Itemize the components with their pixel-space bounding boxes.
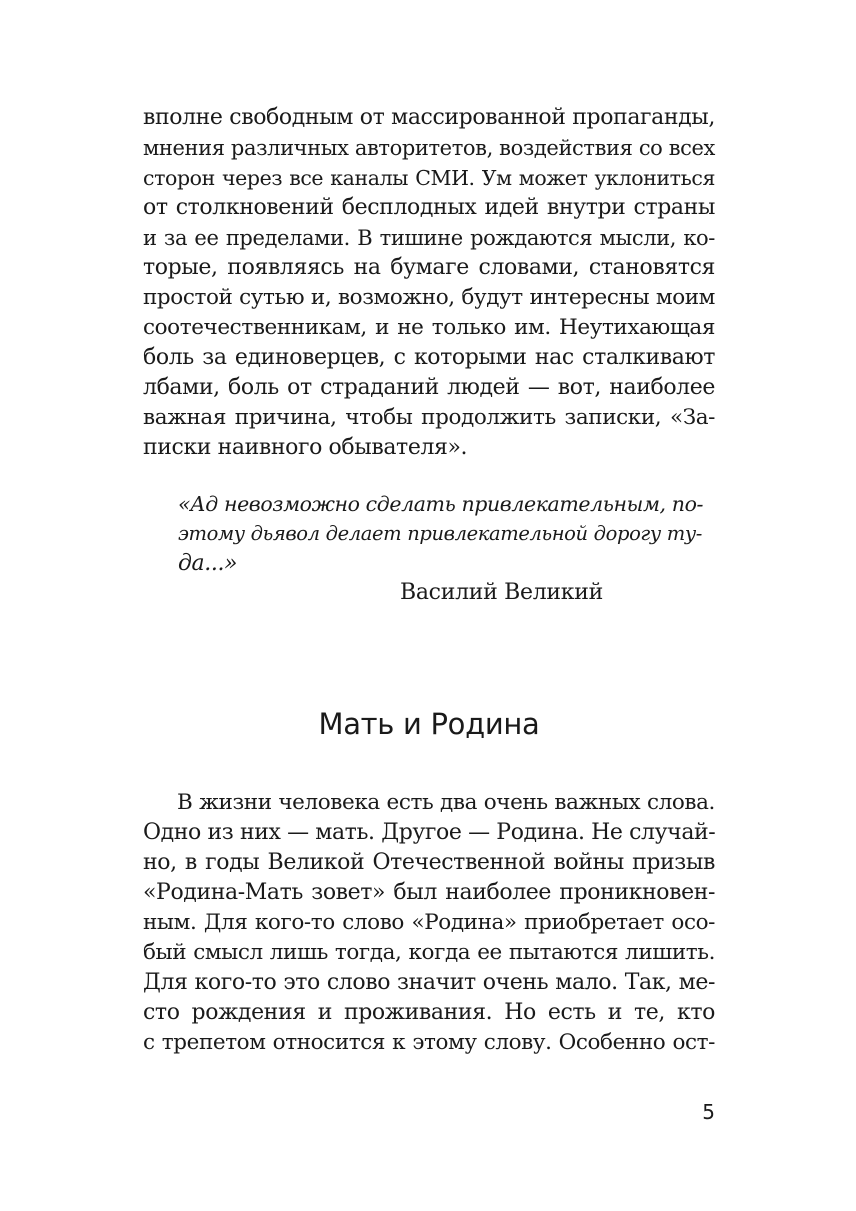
- text-line: лбами, боль от страданий людей — вот, наиболее: [143, 375, 715, 400]
- section-heading: Мать и Родина: [318, 707, 540, 741]
- text-line: торые, появляясь на бумаге словами, становятся: [143, 255, 715, 280]
- text-line: соотечественникам, и не только им. Неутихающая: [143, 315, 715, 340]
- text-line: но, в годы Великой Отечественной войны призыв: [143, 850, 715, 875]
- text-line: писки наивного обывателя».: [143, 435, 468, 460]
- text-line: важная причина, чтобы продолжить записки, «За-: [143, 405, 715, 430]
- quote-line: «Ад невозможно сделать привлекательным, по-: [178, 492, 704, 516]
- epigraph-quote: [178, 489, 702, 579]
- text-line: бый смысл лишь тогда, когда ее пытаются лишить.: [143, 940, 715, 965]
- quote-line: да...»: [178, 551, 238, 576]
- text-line: боль за единоверцев, с которыми нас сталкивают: [143, 345, 715, 370]
- text-line: Для кого-то это слово значит очень мало. Так, ме-: [143, 970, 715, 995]
- text-line: В жизни человека есть два очень важных слова.: [177, 790, 715, 815]
- text-line: с трепетом относится к этому слову. Особенно ост-: [143, 1030, 715, 1055]
- body-paragraph-continued: [143, 103, 715, 463]
- text-line: простой сутью и, возможно, будут интересны моим: [143, 285, 715, 310]
- text-line: Одно из них — мать. Другое — Родина. Не случай-: [143, 820, 716, 845]
- section-paragraph: [143, 788, 715, 1058]
- quote-author: Василий Великий: [400, 580, 603, 605]
- text-line: ным. Для кого-то слово «Родина» приобретает осо-: [143, 910, 715, 935]
- text-line: вполне свободным от массированной пропаганды,: [143, 105, 715, 130]
- text-line: и за ее пределами. В тишине рождаются мысли, ко-: [143, 226, 715, 250]
- quote-line: этому дьявол делает привлекательной дорогу ту-: [178, 522, 702, 545]
- text-line: «Родина-Мать зовет» был наиболее проникновен-: [143, 880, 715, 905]
- text-line: от столкновений бесплодных идей внутри страны: [143, 195, 715, 220]
- text-line: мнения различных авторитетов, воздействия со всех: [143, 136, 715, 160]
- text-line: сторон через все каналы СМИ. Ум может уклониться: [143, 166, 715, 190]
- page-number: 5: [702, 1100, 715, 1124]
- text-line: сто рождения и проживания. Но есть и те, кто: [143, 1000, 715, 1025]
